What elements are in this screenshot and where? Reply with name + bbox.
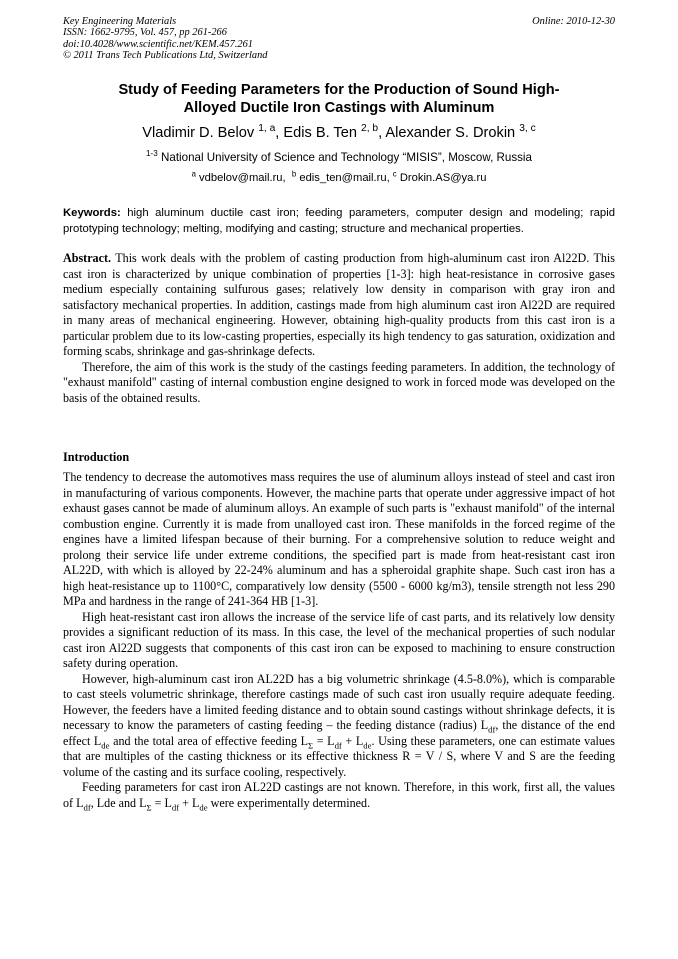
- author-2-marker: 2, b: [361, 123, 379, 135]
- abstract: [63, 251, 615, 406]
- text-run: , the distance of the end effect L: [63, 718, 615, 748]
- intro-paragraph: [63, 780, 615, 811]
- title-line-2: Alloyed Ductile Iron Castings with Aluminum: [183, 100, 495, 116]
- text-run: + L: [179, 795, 200, 810]
- abstract-paragraph: Therefore, the aim of this work is the study of the castings feeding parameters. In addition, the technology of "exhaust manifold" casting of internal combustion engine designed to work in forced mode was developed on the basis of the obtained results.: [63, 359, 615, 405]
- email-marker-a: a: [191, 169, 196, 179]
- text-run: However, high-aluminum cast iron AL22D has a big volumetric shrinkage (4.5-8.0%), which is comparable to cast steels volumetric shrinkage, therefore castings made of such cast iron usually require adequate feeding. However, the feeders have a limited feeding distance and to obtain sound castings without shrinkage defects, it is necessary to know the parameters of casting feeding – the feeding distance (radius) L: [63, 671, 615, 732]
- journal-copyright: © 2011 Trans Tech Publications Ltd, Switzerland: [63, 50, 268, 62]
- email-c: Drokin.AS@ya.ru: [399, 172, 487, 184]
- email-marker-b: b: [291, 169, 297, 179]
- subscript: de: [101, 739, 110, 750]
- subscript: Σ: [308, 739, 314, 750]
- author-separator: ,: [275, 125, 284, 141]
- author-3: Alexander S. Drokin: [385, 125, 516, 141]
- section-heading-introduction: Introduction: [63, 450, 130, 464]
- author-separator: ,: [378, 125, 386, 141]
- email-b: edis_ten@mail.ru,: [299, 172, 390, 184]
- author-2: Edis B. Ten: [283, 125, 357, 141]
- intro-paragraph: The tendency to decrease the automotives mass requires the use of aluminum alloys instead of steel and cast iron in manufacturing of various components. However, the machine parts that operate under aggressive impact of hot exhaust gases cannot be made of aluminum alloys. An example of such parts is "exhaust manifold" of the internal combustion engine. Currently it is made from unalloyed cast iron. These manifolds in the forced regime of the engines have a limited lifespan because of their burning. For a comprehensive solution to reduce weight and prolong their service life under extreme conditions, the specified part is made from heat-resistant cast iron AL22D, with which is alloyed by 22-24% aluminum and has a spheroidal graphite shape. Such cast iron has a high heat-resistance up to 1100°C, comparatively low density (5500 - 6000 kg/m3), tensile strength not less 290 MPa and hardness in the range of 241-364 HB [1-3].: [63, 470, 615, 608]
- subscript: de: [363, 739, 372, 750]
- subscript: df: [334, 739, 342, 750]
- affiliation-text: National University of Science and Technology “MISIS”, Moscow, Russia: [161, 151, 532, 164]
- paper-title: [63, 81, 615, 117]
- keywords: [63, 206, 615, 237]
- abstract-label: Abstract.: [63, 251, 112, 265]
- subscript: df: [171, 801, 180, 812]
- subscript: Σ: [146, 801, 152, 812]
- intro-paragraph: [63, 672, 615, 781]
- keywords-text: high aluminum ductile cast iron; feeding parameters, computer design and modeling; rapid prototyping technology; melting, modifying and casting; structure and mechanical properties.: [63, 207, 616, 235]
- abstract-text: This work deals with the problem of casting production from high-aluminum cast iron Al22D. This cast iron is characterized by unique combination of properties [1-3]: high heat-resistance in corrosive gases medium especially containing sulfurous gases; relatively low density in comparison with gray iron and satisfactory mechanical properties. In addition, castings made from high aluminum cast iron Al22D are required in many areas of mechanical engineering. However, obtaining high-quality products from this cast iron is a particular problem due to its low-casting properties, especially its high tendency to gas saturation, oxidization and forming scabs, shrinkage and gas-shrinkage defects.: [63, 251, 615, 358]
- text-run: = L: [151, 795, 172, 810]
- title-line-1: Study of Feeding Parameters for the Production of Sound High-: [118, 82, 560, 98]
- journal-issn: ISSN: 1662-9795, Vol. 457, pp 261-266: [63, 27, 227, 39]
- intro-paragraph: High heat-resistant cast iron allows the increase of the service life of cast parts, and its relatively low density provides a significant reduction of its mass. In this case, the level of the mechanical properties of such nodular cast iron Al22D suggests that components of this cast iron can be exposed to machining to ensure construction safety during operation.: [63, 609, 615, 670]
- affiliation: [63, 150, 615, 166]
- abstract-paragraph: [63, 251, 615, 360]
- text-run: + L: [341, 733, 364, 748]
- text-run: were experimentally determined.: [207, 795, 371, 810]
- author-emails: [63, 170, 615, 186]
- subscript: df: [488, 724, 496, 735]
- journal-doi: doi:10.4028/www.scientific.net/KEM.457.261: [63, 38, 253, 50]
- text-run: . Using these parameters, one can estimate values that are multiples of the casting thickness or its effective thickness R = V / S, where V and S are the feeding volume of the casting and its surface cooling, respectively.: [63, 733, 615, 779]
- email-marker-c: c: [392, 169, 397, 179]
- text-run: = L: [313, 733, 335, 748]
- subscript: df: [83, 801, 91, 812]
- online-date: Online: 2010-12-30: [532, 16, 615, 27]
- email-a: vdbelov@mail.ru,: [199, 172, 286, 184]
- author-1-marker: 1, a: [258, 123, 276, 135]
- journal-name: Key Engineering Materials: [63, 16, 177, 27]
- text-run: , Lde and L: [90, 795, 147, 810]
- subscript: de: [199, 801, 208, 812]
- introduction-body: [63, 470, 615, 811]
- affiliation-marker: 1-3: [146, 149, 158, 159]
- text-run: and the total area of effective feeding L: [109, 733, 309, 748]
- author-list: [63, 124, 615, 142]
- keywords-label: Keywords:: [63, 207, 121, 219]
- author-1: Vladimir D. Belov: [142, 125, 255, 141]
- author-3-marker: 3, c: [519, 123, 536, 135]
- journal-header: [63, 16, 615, 62]
- text-run: Feeding parameters for cast iron AL22D castings are not known. Therefore, in this work, first all, the values of L: [63, 780, 615, 810]
